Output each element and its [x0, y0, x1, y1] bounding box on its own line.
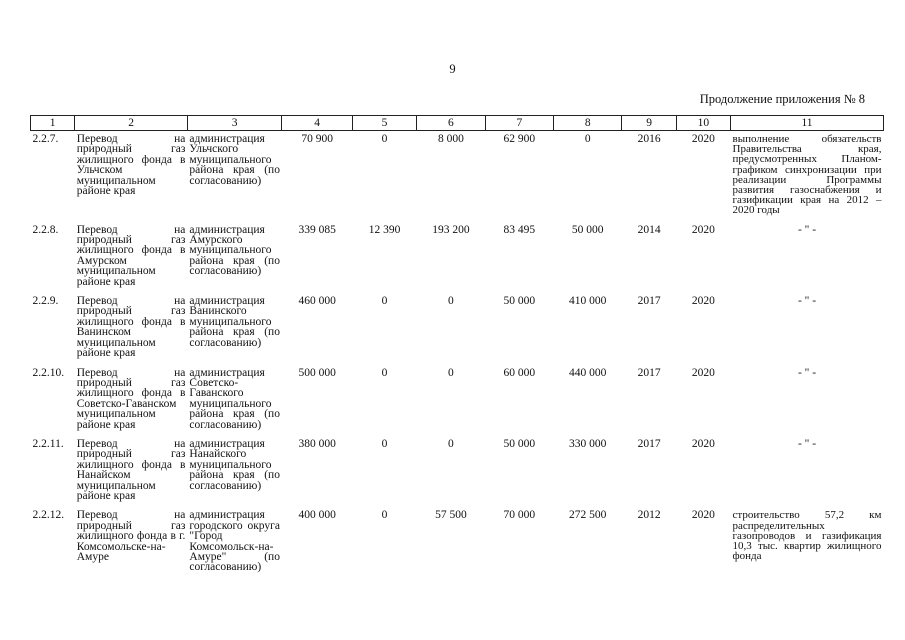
end-year: 2020 [691, 366, 715, 379]
total-amount: 400 000 [298, 509, 336, 522]
col-header: 10 [676, 116, 730, 131]
amount-col7: 50 000 [503, 295, 536, 308]
executor: администрация городского округа "Город Комсомольск-на-Амуре" (по согласованию) [189, 509, 280, 574]
amount-col8: 0 [584, 133, 591, 145]
col-header: 5 [352, 116, 416, 131]
expected-result: - " - [797, 295, 817, 308]
col-header: 1 [31, 116, 75, 131]
amount-col6: 0 [448, 295, 454, 308]
row-number: 2.2.7. [32, 133, 59, 145]
end-year: 2020 [691, 133, 715, 145]
measure-name: Перевод на природный газ жилищного фонда в Ванинском муниципальном районе края [76, 295, 186, 360]
table-row [31, 436, 884, 507]
start-year: 2017 [637, 366, 661, 379]
total-amount: 339 085 [298, 223, 336, 236]
amount-col7: 60 000 [503, 366, 536, 379]
total-amount: 460 000 [298, 295, 336, 308]
end-year: 2020 [691, 437, 715, 450]
amount-col6: 0 [448, 366, 454, 379]
start-year: 2014 [637, 223, 661, 236]
total-amount: 380 000 [298, 437, 336, 450]
amount-col6: 8 000 [437, 133, 464, 145]
executor: администрация Советско-Гаванского муниципального района края (по согласованию) [189, 366, 280, 431]
amount-col5: 0 [381, 509, 388, 522]
col-header: 8 [554, 116, 622, 131]
amount-col6: 193 200 [432, 223, 470, 236]
amount-col6: 57 500 [435, 509, 467, 522]
expected-result: выполнение обязательств Правительства края, предусмотренных Планом-графиком синхронизации при реализации Программы развития газоснабжения и газификации края на 2012 – 2020 годы [732, 133, 882, 217]
expected-result: строительство 57,2 км распределительных газопроводов и газификация 10,3 тыс. квартир жилищного фонда [732, 509, 882, 563]
amount-col5: 0 [381, 437, 388, 450]
amount-col8: 410 000 [569, 295, 607, 308]
executor: администрация Ванинского муниципального района края (по согласованию) [189, 295, 280, 349]
amount-col7: 62 900 [503, 133, 536, 145]
col-header: 4 [282, 116, 352, 131]
start-year: 2016 [637, 133, 661, 145]
col-header: 3 [187, 116, 282, 131]
amount-col8: 50 000 [571, 223, 604, 236]
total-amount: 70 900 [301, 133, 333, 145]
measure-name: Перевод на природный газ жилищного фонда в Ульчском муниципальном районе края [76, 133, 186, 198]
end-year: 2020 [691, 223, 715, 236]
executor: администрация Амурского муниципального района края (по согласованию) [189, 223, 280, 278]
amount-col5: 0 [381, 366, 388, 379]
row-number: 2.2.11. [32, 437, 64, 450]
amount-col7: 70 000 [503, 509, 536, 522]
table-row [31, 131, 884, 222]
table-row [31, 507, 884, 578]
measure-name: Перевод на природный газ жилищного фонда в Амурском муниципальном районе края [76, 223, 186, 288]
measure-name: Перевод на природный газ жилищного фонда в г. Комсомольске-на-Амуре [76, 509, 186, 563]
amount-col5: 0 [381, 133, 388, 145]
continuation-label: Продолжение приложения № 8 [699, 92, 865, 106]
amount-col6: 0 [448, 437, 454, 450]
amount-col7: 83 495 [503, 223, 536, 236]
expected-result: - " - [797, 366, 817, 379]
expected-result: - " - [797, 223, 817, 236]
row-number: 2.2.8. [32, 223, 59, 236]
total-amount: 500 000 [298, 366, 336, 379]
start-year: 2017 [637, 437, 661, 450]
col-header: 7 [485, 116, 553, 131]
amount-col8: 440 000 [569, 366, 607, 379]
col-header: 6 [417, 116, 485, 131]
table-row [31, 365, 884, 436]
table-row [31, 222, 884, 293]
amount-col5: 0 [381, 295, 388, 308]
start-year: 2012 [637, 509, 661, 522]
measure-name: Перевод на природный газ жилищного фонда в Нанайском муниципальном районе края [76, 437, 186, 502]
row-number: 2.2.10. [32, 366, 65, 379]
amount-col8: 272 500 [569, 509, 607, 522]
col-header: 9 [622, 116, 676, 131]
amount-col5: 12 390 [368, 223, 401, 236]
start-year: 2017 [637, 295, 661, 308]
page-number: 9 [449, 62, 456, 76]
executor: администрация Ульчского муниципального района края (по согласованию) [189, 133, 280, 187]
row-number: 2.2.12. [32, 509, 65, 522]
measure-name: Перевод на природный газ жилищного фонда в Советско-Гаванском муниципальном районе края [76, 366, 186, 431]
end-year: 2020 [691, 509, 715, 522]
col-header: 2 [75, 116, 188, 131]
end-year: 2020 [691, 295, 715, 308]
row-number: 2.2.9. [32, 295, 59, 308]
executor: администрация Нанайского муниципального района края (по согласованию) [189, 437, 280, 492]
header-row [31, 116, 884, 131]
col-header: 11 [731, 116, 884, 131]
program-table [30, 115, 884, 579]
amount-col8: 330 000 [569, 437, 607, 450]
table-row [31, 293, 884, 364]
expected-result: - " - [797, 437, 817, 450]
amount-col7: 50 000 [503, 437, 536, 450]
